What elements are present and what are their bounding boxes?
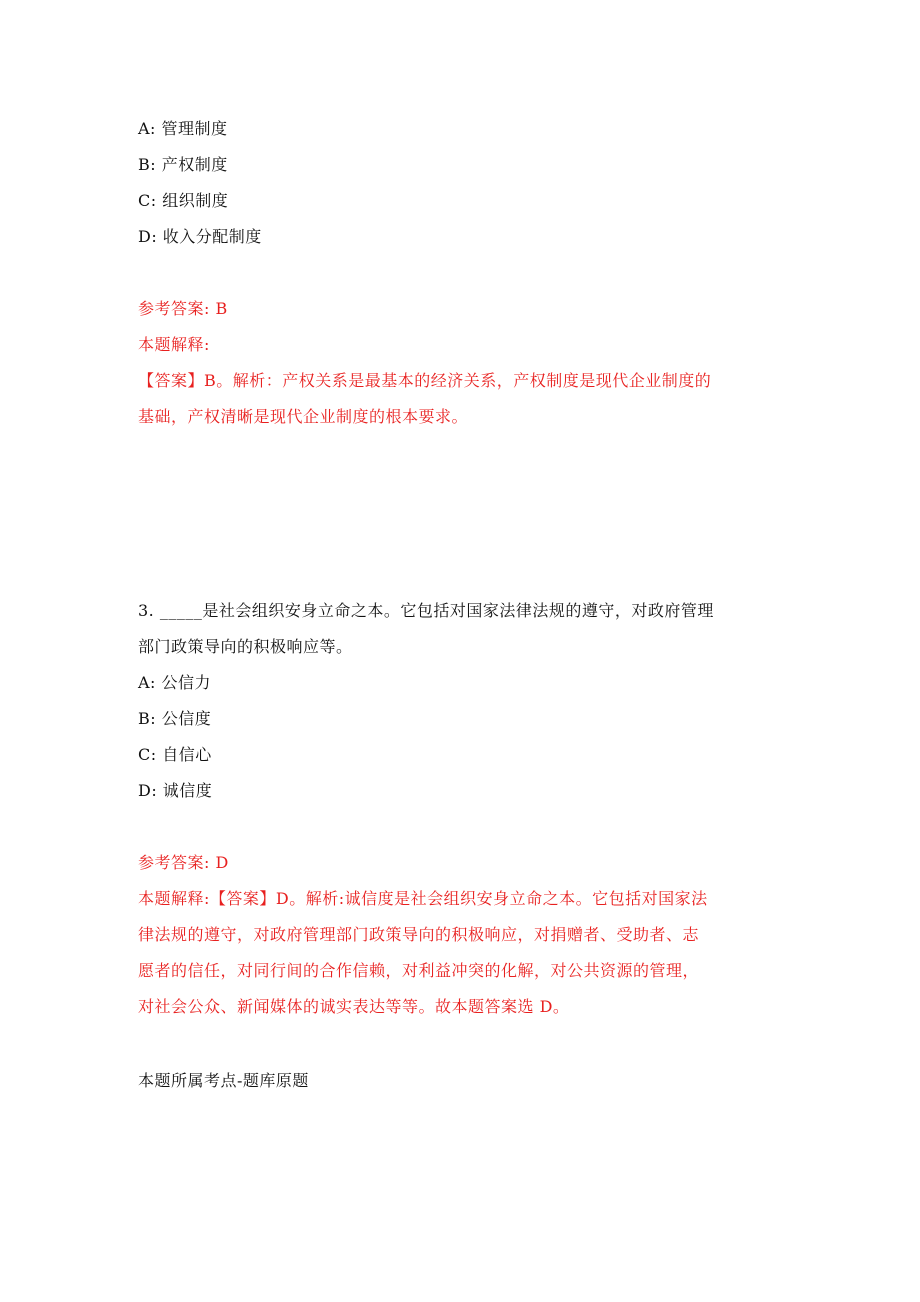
q3-explain-line-1: 本题解释:【答案】D。解析:诚信度是社会组织安身立命之本。它包括对国家法 [138,889,708,908]
q3-option-d: D: 诚信度 [138,781,213,800]
q2-option-b: B: 产权制度 [138,155,228,174]
q2-option-d: D: 收入分配制度 [138,227,262,246]
source-note: 本题所属考点-题库原题 [138,1071,309,1090]
q3-explain-line-3: 愿者的信任，对同行间的合作信赖，对利益冲突的化解，对公共资源的管理， [138,961,700,980]
q3-option-c: C: 自信心 [138,745,212,764]
q3-stem-line-1: 3. _____是社会组织安身立命之本。它包括对国家法律法规的遵守，对政府管理 [138,601,714,620]
q3-explain-line-2: 律法规的遵守，对政府管理部门政策导向的积极响应，对捐赠者、受助者、志 [138,925,700,944]
q2-answer: 参考答案: B [138,299,228,318]
q2-option-c: C: 组织制度 [138,191,229,210]
q3-explain-line-4: 对社会公众、新闻媒体的诚实表达等等。故本题答案选 D。 [138,997,570,1016]
q3-option-a: A: 公信力 [138,673,212,692]
q2-explain-line-1: 【答案】B。解析：产权关系是最基本的经济关系，产权制度是现代企业制度的 [138,371,712,390]
q3-option-b: B: 公信度 [138,709,212,728]
q3-answer: 参考答案: D [138,853,229,872]
q2-explain-line-2: 基础，产权清晰是现代企业制度的根本要求。 [138,407,469,426]
q2-option-a: A: 管理制度 [138,119,228,138]
q2-explain-label: 本题解释: [138,335,210,354]
q3-stem-line-2: 部门政策导向的积极响应等。 [138,637,353,656]
